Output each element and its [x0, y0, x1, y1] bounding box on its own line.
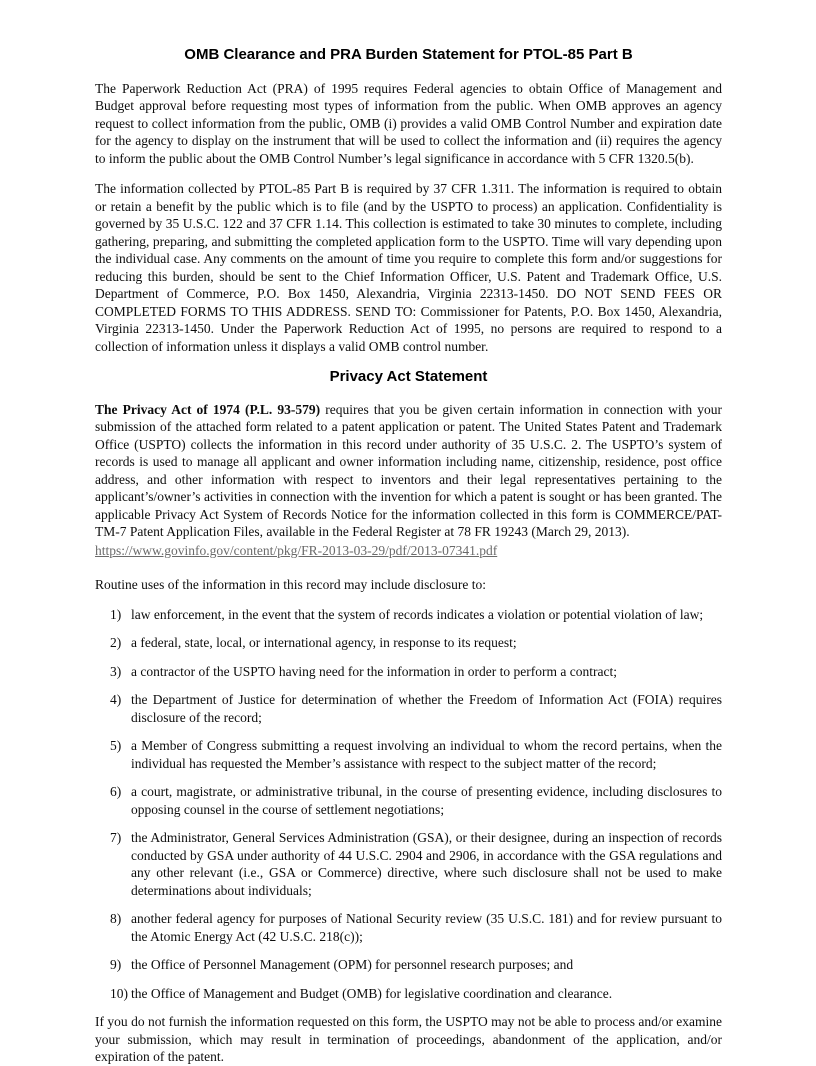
privacy-act-bold-leadin: The Privacy Act of 1974 (P.L. 93-579) — [95, 401, 321, 417]
routine-uses-intro: Routine uses of the information in this record may include disclosure to: — [95, 577, 487, 592]
list-item-text: a court, magistrate, or administrative tribunal, in the course of presenting evidence, including disclosures to opposing counsel in the course of settlement negotiations; — [131, 784, 722, 817]
list-item — [95, 606, 722, 624]
list-item-text: the Department of Justice for determination of whether the Freedom of Information Act (FOIA) requires disclosure of the record; — [131, 692, 722, 725]
list-item-number: 10) — [110, 985, 128, 1001]
list-item-number: 4) — [110, 692, 122, 707]
list-item-number: 5) — [110, 738, 122, 753]
list-item-text: the Office of Personnel Management (OPM) for personnel research purposes; and — [131, 957, 574, 972]
list-item-number: 3) — [110, 663, 122, 679]
list-item-number: 6) — [110, 784, 122, 799]
list-item-text: law enforcement, in the event that the system of records indicates a violation or potential violation of law; — [131, 606, 704, 622]
pra-paragraph-2: The information collected by PTOL-85 Part B is required by 37 CFR 1.311. The information is required to obtain or retain a benefit by the public which is to file (and by the USPTO to process) an application. Confidentiality is governed by 35 U.S.C. 122 and 37 CFR 1.14. This collection is estimated to take 30 minutes to complete, including gathering, preparing, and submitting the completed application form to the USPTO. Time will vary depending upon the individual case. Any comments on the amount of time you require to complete this form and/or suggestions for reducing this burden, should be sent to the Chief Information Officer, U.S. Patent and Trademark Office, U.S. Department of Commerce, P.O. Box 1450, Alexandria, Virginia 22313-1450. DO NOT SEND FEES OR COMPLETED FORMS TO THIS ADDRESS. SEND TO: Commissioner for Patents, P.O. Box 1450, Alexandria, Virginia 22313-1450. Under the Paperwork Reduction Act of 1995, no persons are required to respond to a collection of information unless it displays a valid OMB control number. — [95, 181, 722, 354]
document-title: OMB Clearance and PRA Burden Statement for PTOL-85 Part B — [184, 46, 633, 63]
list-item-text: a federal, state, local, or international agency, in response to its request; — [131, 635, 517, 650]
list-item-text: another federal agency for purposes of National Security review (35 U.S.C. 181) and for review pursuant to the Atomic Energy Act (42 U.S.C. 218(c)); — [131, 911, 722, 944]
list-item — [95, 910, 722, 945]
list-item-number: 2) — [110, 635, 122, 650]
list-item — [95, 737, 722, 772]
closing-paragraph: If you do not furnish the information requested on this form, the USPTO may not be able to process and/or examine your submission, which may result in termination of proceedings, abandonment of the application, and/or expiration of the patent. — [95, 1014, 722, 1064]
list-item — [95, 829, 722, 899]
list-item-text: the Administrator, General Services Administration (GSA), or their designee, during an inspection of records conducted by GSA under authority of 44 U.S.C. 2904 and 2906, in accordance with the GSA regulations and any other relevant (i.e., GSA or Commerce) directive, where such disclosure shall not be used to make determinations about individuals; — [131, 830, 722, 898]
list-item-number: 7) — [110, 830, 122, 845]
federal-register-link[interactable]: https://www.govinfo.gov/content/pkg/FR-2013-03-29/pdf/2013-07341.pdf — [95, 542, 498, 558]
routine-uses-list — [95, 606, 722, 1003]
list-item — [95, 956, 722, 974]
list-item-text: a Member of Congress submitting a request involving an individual to whom the record pertains, when the individual has requested the Member’s assistance with respect to the subject matter of the record; — [131, 738, 722, 771]
list-item-text: the Office of Management and Budget (OMB) for legislative coordination and clearance. — [131, 985, 613, 1001]
list-item — [95, 634, 722, 652]
privacy-paragraph — [95, 401, 722, 541]
list-item — [95, 691, 722, 726]
pra-paragraph-1: The Paperwork Reduction Act (PRA) of 1995 requires Federal agencies to obtain Office of Management and Budget approval before requesting most types of information from the public. When OMB approves an agency request to collect information from the public, OMB (i) provides a valid OMB Control Number and expiration date for the agency to display on the instrument that will be used to collect the information and (ii) requires the agency to inform the public about the OMB Control Number’s legal significance in accordance with 5 CFR 1320.5(b). — [95, 80, 722, 166]
list-item-number: 9) — [110, 957, 122, 972]
privacy-act-heading: Privacy Act Statement — [329, 368, 488, 385]
federal-register-link-line — [95, 542, 722, 560]
list-item — [95, 783, 722, 818]
list-item-text: a contractor of the USPTO having need for the information in order to perform a contract; — [131, 663, 617, 679]
list-item — [95, 663, 722, 681]
list-item — [95, 985, 722, 1003]
list-item-number: 1) — [110, 606, 122, 622]
privacy-paragraph-text: requires that you be given certain information in connection with your submission of the attached form related to a patent application or patent. The United States Patent and Trademark Office (USPTO) collects the information in this record under authority of 35 U.S.C. 2. The USPTO’s system of records is used to manage all applicant and owner information including name, citizenship, residence, post office address, and other information with respect to inventors and their legal representatives pertaining to the applicant’s/owner’s activities in connection with the invention for which a patent is sought or has been granted. The applicable Privacy Act System of Records Notice for the information collected in this form is COMMERCE/PAT-TM-7 Patent Application Files, available in the Federal Register at 78 FR 19243 (March 29, 2013). — [95, 401, 722, 539]
list-item-number: 8) — [110, 911, 122, 926]
